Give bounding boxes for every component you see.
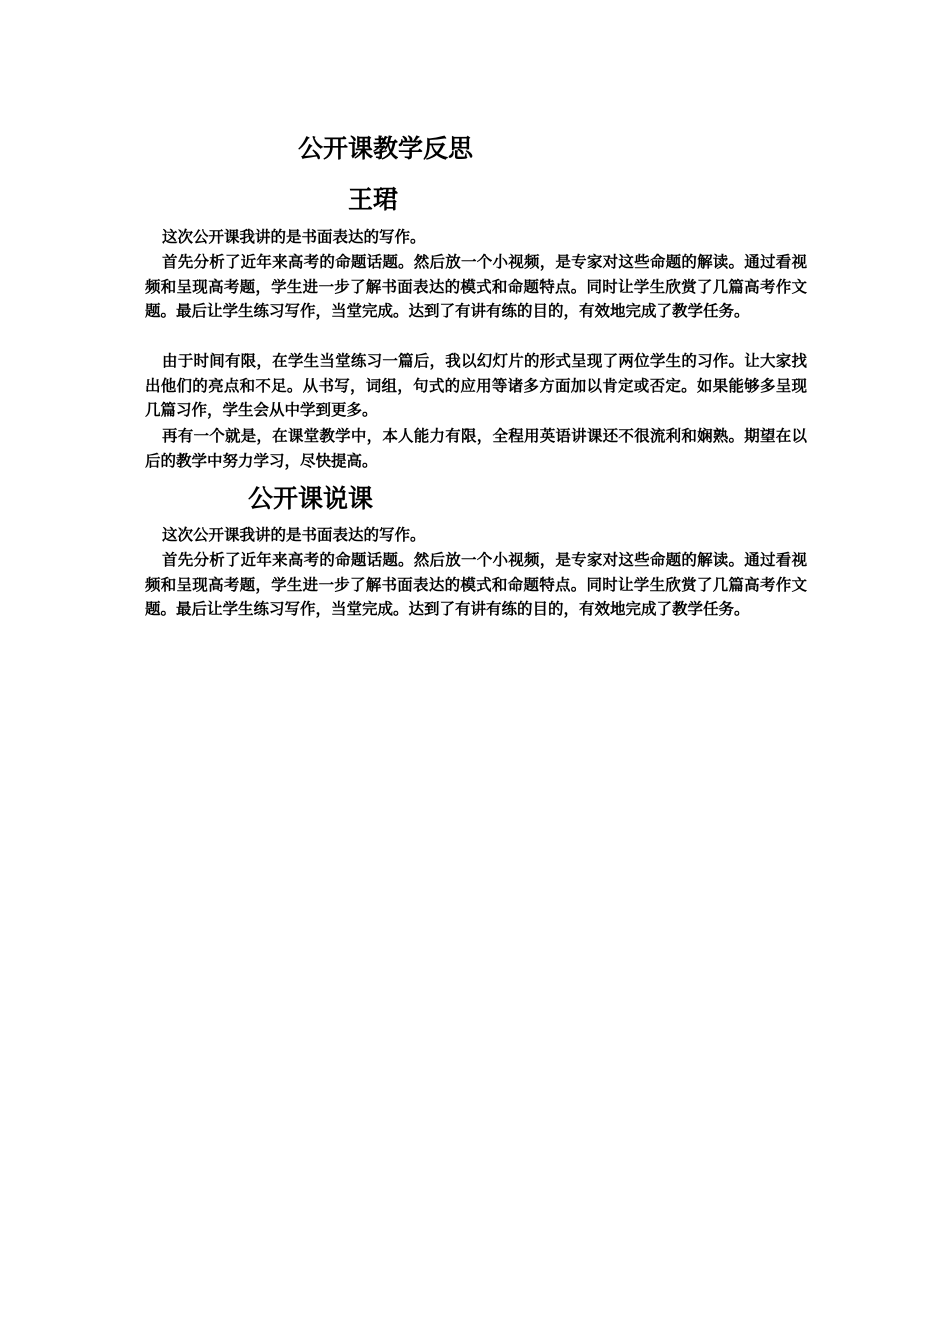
- reflection-paragraph: 再有一个就是，在课堂教学中，本人能力有限，全程用英语讲课还不很流利和娴熟。期望在以后的教学中努力学习，尽快提高。: [145, 426, 807, 470]
- section-title: 公开课说课: [248, 484, 374, 513]
- talk-paragraph: 这次公开课我讲的是书面表达的写作。: [162, 525, 426, 544]
- reflection-paragraph: 这次公开课我讲的是书面表达的写作。: [162, 227, 426, 246]
- reflection-paragraph: 首先分析了近年来高考的命题话题。然后放一个小视频，是专家对这些命题的解读。通过看视频和呈现高考题，学生进一步了解书面表达的模式和命题特点。同时让学生欣赏了几篇高考作文题。最后让学生练习写作，当堂完成。达到了有讲有练的目的，有效地完成了教学任务。: [145, 252, 807, 320]
- author-name: 王珺: [348, 185, 399, 214]
- document-title: 公开课教学反思: [298, 134, 474, 163]
- talk-paragraph: 首先分析了近年来高考的命题话题。然后放一个小视频，是专家对这些命题的解读。通过看视频和呈现高考题，学生进一步了解书面表达的模式和命题特点。同时让学生欣赏了几篇高考作文题。最后让学生练习写作，当堂完成。达到了有讲有练的目的，有效地完成了教学任务。: [145, 550, 807, 618]
- reflection-paragraph: 由于时间有限，在学生当堂练习一篇后，我以幻灯片的形式呈现了两位学生的习作。让大家找出他们的亮点和不足。从书写，词组，句式的应用等诸多方面加以肯定或否定。如果能够多呈现几篇习作，学生会从中学到更多。: [145, 351, 807, 419]
